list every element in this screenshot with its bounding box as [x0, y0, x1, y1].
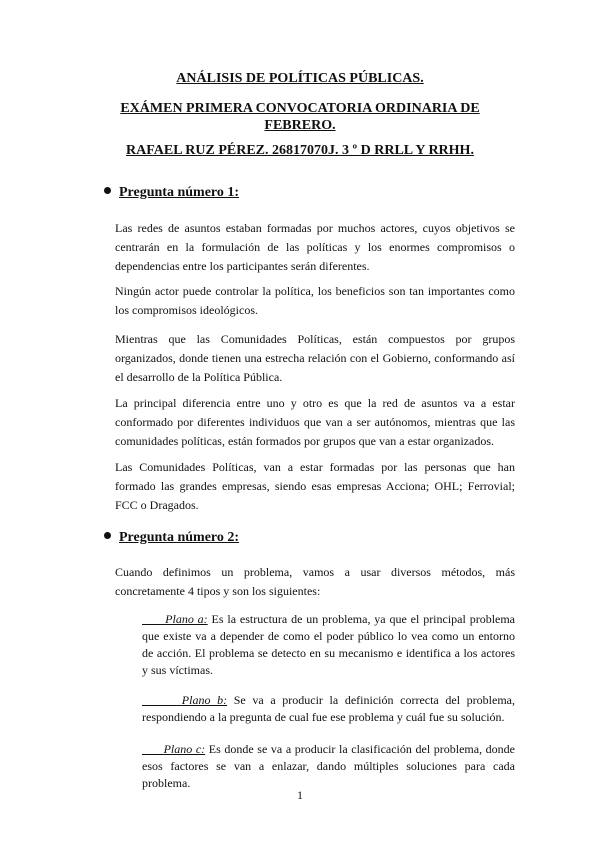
question-1-heading-text: Pregunta número 1: [119, 185, 240, 200]
bullet-icon [104, 187, 111, 194]
plano-c-text: Es donde se va a producir la clasificación del problema, donde esos factores se van a enlazar, dando múltiples soluciones para cada problema. [142, 742, 515, 790]
author-line: RAFAEL RUZ PÉREZ. 26817070J. 3 º D RRLL Y RRHH. [126, 143, 474, 158]
paragraph: La principal diferencia entre uno y otro es que la red de asuntos va a estar conformado por diferentes individuos que van a ser autónomos, mientras que las comunidades políticas, están formados por grupos que van a estar organizados. [115, 396, 515, 448]
question-2-heading-text: Pregunta número 2: [119, 530, 240, 545]
exam-title: EXÁMEN PRIMERA CONVOCATORIA ORDINARIA DE FEBRERO. [120, 101, 480, 133]
document-title: ANÁLISIS DE POLÍTICAS PÚBLICAS. [176, 71, 424, 86]
paragraph: Mientras que las Comunidades Políticas, están compuestos por grupos organizados, donde tienen una estrecha relación con el Gobierno, conformando así el desarrollo de la Política Pública. [115, 332, 515, 384]
plano-b-item [142, 692, 515, 726]
paragraph: Las redes de asuntos estaban formadas por muchos actores, cuyos objetivos se centrarán en la formulación de las políticas y los enormes compromisos o dependencias entre los participantes serán diferentes. [115, 221, 515, 273]
question-2-heading [104, 529, 239, 546]
paragraph: Cuando definimos un problema, vamos a usar diversos métodos, más concretamente 4 tipos y son los siguientes: [115, 565, 515, 598]
plano-b-text: Se va a producir la definición correcta del problema, respondiendo a la pregunta de cual fue ese problema y cuál fue su solución. [142, 693, 515, 724]
plano-c-label: Plano c: [163, 742, 206, 756]
plano-a-item [142, 611, 515, 679]
plano-a-label: Plano a: [165, 612, 208, 626]
plano-a-text: Es la estructura de un problema, ya que el principal problema que existe va a depender de como el poder público lo vea como un entorno de acción. El problema se detecto en su mecanismo e identifica a los actores y sus víctimas. [142, 612, 516, 677]
paragraph: Ningún actor puede controlar la política, los beneficios son tan importantes como los compromisos ideológicos. [115, 284, 515, 317]
paragraph: Las Comunidades Políticas, van a estar formadas por las personas que han formado las grandes empresas, siendo esas empresas Acciona; OHL; Ferrovial; FCC o Dragados. [115, 460, 515, 512]
page-number: 1 [297, 788, 303, 802]
plano-c-item [142, 741, 515, 792]
bullet-icon [104, 532, 111, 539]
plano-b-label: Plano b: [181, 693, 228, 707]
question-1-heading [104, 184, 239, 201]
